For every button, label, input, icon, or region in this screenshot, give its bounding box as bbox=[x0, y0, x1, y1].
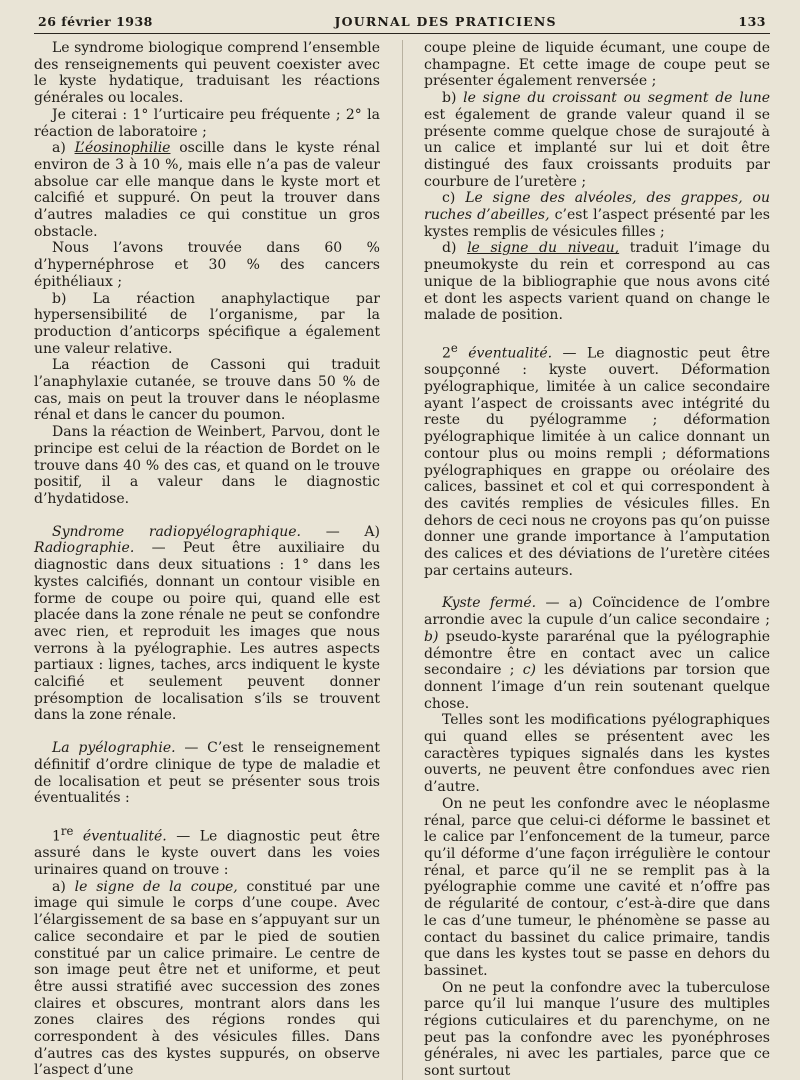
paragraph bbox=[424, 90, 770, 190]
paragraph: Telles sont les modifications pyélographiques qui quand elles se présentent avec les caractères typiques signalés dans les kystes ouverts, ne peuvent être confondues avec rien d’autre. bbox=[424, 712, 770, 796]
paragraph: On ne peut la confondre avec la tuberculose parce qu’il lui manque l’usure des multiples régions cuticulaires et du parenchyme, on ne peut pas la confondre avec les pyonéphroses générales, ni avec les partiales, parce que ce sont surtout bbox=[424, 979, 770, 1080]
paragraph-text: les déviations par torsion que donnent l’image d’un rein soutenant quelque chose. bbox=[424, 662, 771, 712]
paragraph: On ne peut les confondre avec le néoplasme rénal, parce que celui-ci déforme le bassinet et le calice par l’enfoncement de la tumeur, parce qu’il déforme d’une façon irrégulière le contour rénal, et parce qu’il ne se remplit pas à la pyélographie comme une cavité et n’offre pas de régularité de contour, c’est-à-dire que dans le cas d’une tumeur, le phénomène se passe au contact du bassinet du calice primaire, tandis que dans les kystes tout se passe en dehors du bassinet. bbox=[424, 795, 770, 979]
paragraph-text: c’est l’aspect présenté par les kystes remplis de vésicules filles ; bbox=[424, 207, 770, 240]
header-date: 26 février 1938 bbox=[38, 14, 153, 29]
paragraph bbox=[34, 879, 380, 1079]
item-marker: a) bbox=[52, 140, 75, 157]
two-column-body bbox=[34, 40, 770, 1080]
paragraph bbox=[34, 823, 380, 879]
item-marker: b) bbox=[424, 628, 439, 645]
ordinal: 1 bbox=[52, 828, 61, 845]
heading-sep: — A) bbox=[301, 523, 380, 540]
paragraph-text: est également de grande valeur quand il se présente comme quelque chose de surajouté à un calice et implanté sur lui et doit être distingué des faux croissants produits par courbure de l’uretère ; bbox=[424, 106, 770, 190]
left-column bbox=[34, 40, 380, 1080]
page-number: 133 bbox=[738, 14, 766, 29]
paragraph: Nous l’avons trouvée dans 60 % d’hypernéphrose et 30 % des cancers épithéliaux ; bbox=[34, 240, 380, 290]
paragraph bbox=[424, 190, 770, 240]
paragraph-text: traduit l’image du pneumokyste du rein et correspond au cas unique de la bibliographie que nous avons cité et dont les aspects varient quand on change le malade de position. bbox=[424, 240, 771, 324]
item-marker: d) bbox=[442, 240, 468, 257]
section-heading: La pyélographie. bbox=[52, 740, 176, 757]
right-column bbox=[424, 40, 770, 1080]
paragraph-text: — Le diagnostic peut être assuré dans le kyste ouvert dans les voies urinaires quand on trouve : bbox=[34, 828, 380, 878]
header-rule bbox=[34, 33, 770, 34]
paragraph bbox=[34, 140, 380, 240]
item-marker: b) bbox=[442, 90, 464, 107]
item-marker: a) bbox=[52, 878, 75, 895]
paragraph-text: oscille dans le kyste rénal environ de 3 à 10 %, mais elle n’a pas de valeur absolue car elle manque dans le kyste mort et calcifié et suppuré. On peut la trouver dans d’autres maladies ce qui constitue un gros obstacle. bbox=[34, 140, 380, 240]
term-alveoles: Le signe des alvéoles, des grappes, ou ruches d’abeilles, bbox=[424, 190, 770, 224]
section-kyste-ferme bbox=[424, 595, 770, 712]
paragraph: Je citerai : 1° l’urticaire peu fréquente ; 2° la réaction de laboratoire ; bbox=[34, 106, 380, 140]
ordinal-suffix: e bbox=[450, 340, 458, 355]
paragraph-text: constitué par une image qui simule le corps d’une coupe. Avec l’élargissement de sa base en s’appuyant sur un calice secondaire et par le pied de soutien constitué par un calice primaire. Le centre de son image peut être net et uniforme, et peut être aussi stratifié avec succession des zones claires et obscures, montrant alors dans les zones claires des régions rondes qui correspondent à des vésicules filles. Dans d’autres cas des kystes suppurés, on observe l’aspect d’une bbox=[34, 878, 381, 1079]
ordinal-suffix: re bbox=[60, 823, 74, 838]
term-signe-coupe: le signe de la coupe, bbox=[74, 878, 238, 895]
paragraph-text: — a) Coïncidence de l’ombre arrondie avec la cupule d’un calice secondaire ; bbox=[424, 595, 770, 629]
item-marker: c) bbox=[442, 190, 466, 207]
item-marker: c) bbox=[522, 662, 537, 679]
eventualite-heading: éventualité. bbox=[73, 828, 167, 845]
paragraph: Le syndrome biologique comprend l’ensemble des renseignements qui peuvent coexister avec le kyste hydatique, traduisant les réactions générales ou locales. bbox=[34, 40, 380, 107]
paragraph-text: pseudo-kyste pararénal que la pyélographie démontre être en contact avec un calice secondaire ; bbox=[424, 628, 770, 679]
journal-title: JOURNAL DES PRATICIENS bbox=[334, 14, 557, 29]
paragraph-text: — Le diagnostic peut être soupçonné : kyste ouvert. Déformation pyélographique, limitée à un calice secondaire ayant l’aspect de croissants avec intégrité du reste du pyélogramme ; déformation pyélographique limitée à un calice donnant un contour plus ou moins rempli ; déformations pyélographiques en grappe ou oréolaire des calices, bassinet et col et qui correspondent à des cavités remplies de vésicules filles. En dehors de ceci nous ne croyons pas qu’on puisse donner une grande importance à l’amputation des calices et des déviations de l’uretère citées par certains auteurs. bbox=[424, 345, 770, 579]
ordinal: 2 bbox=[442, 345, 451, 362]
term-croissant: le signe du croissant ou segment de lune bbox=[463, 90, 770, 107]
section-heading: Syndrome radiopyélographique. bbox=[52, 523, 302, 540]
running-header bbox=[34, 14, 770, 29]
paragraph bbox=[424, 340, 770, 580]
paragraph: coupe pleine de liquide écumant, une coupe de champagne. Et cette image de coupe peut se présenter également renversée ; bbox=[424, 40, 770, 90]
term-eosinophilie: L’éosinophilie bbox=[74, 140, 171, 157]
paragraph: La réaction de Cassoni qui traduit l’anaphylaxie cutanée, se trouve dans 50 % de cas, mais on peut la trouver dans le néoplasme rénal et dans le cancer du poumon. bbox=[34, 357, 380, 424]
eventualite-heading: éventualité. bbox=[457, 345, 553, 362]
section-radiopyelographique bbox=[34, 524, 380, 724]
paragraph: b) La réaction anaphylactique par hypersensibilité de l’organisme, par la production d’anticorps spécifique a également une valeur relative. bbox=[34, 290, 380, 357]
paragraph-text: — Peut être auxiliaire du diagnostic dans deux situations : 1° dans les kystes calcifiés, donnant un contour visible en forme de coupe ou poire qui, quand elle est placée dans la zone rénale ne peut se confondre avec rien, et reproduit les images que nous verrons à la pyélographie. Les autres aspects partiaux : lignes, taches, arcs indiquent le kyste calcifié et seulement peuvent donner présomption de localisation s’ils se trouvent dans la zone rénale. bbox=[34, 540, 380, 724]
section-heading: Kyste fermé. bbox=[442, 595, 537, 612]
term-niveau: le signe du niveau, bbox=[467, 240, 620, 257]
subsection-heading: Radiographie. bbox=[34, 540, 135, 557]
paragraph: Dans la réaction de Weinbert, Parvou, dont le principe est celui de la réaction de Bordet on le trouve dans 40 % des cas, et quand on le trouve positif, il a valeur dans le diagnostic d’hydatidose. bbox=[34, 424, 380, 507]
paragraph bbox=[424, 240, 770, 324]
section-pyelographie bbox=[34, 740, 380, 807]
paragraph-text: — C’est le renseignement définitif d’ordre clinique de type de maladie et de localisation et peut se présenter sous trois éventualités : bbox=[34, 740, 380, 807]
column-divider bbox=[402, 40, 403, 1080]
